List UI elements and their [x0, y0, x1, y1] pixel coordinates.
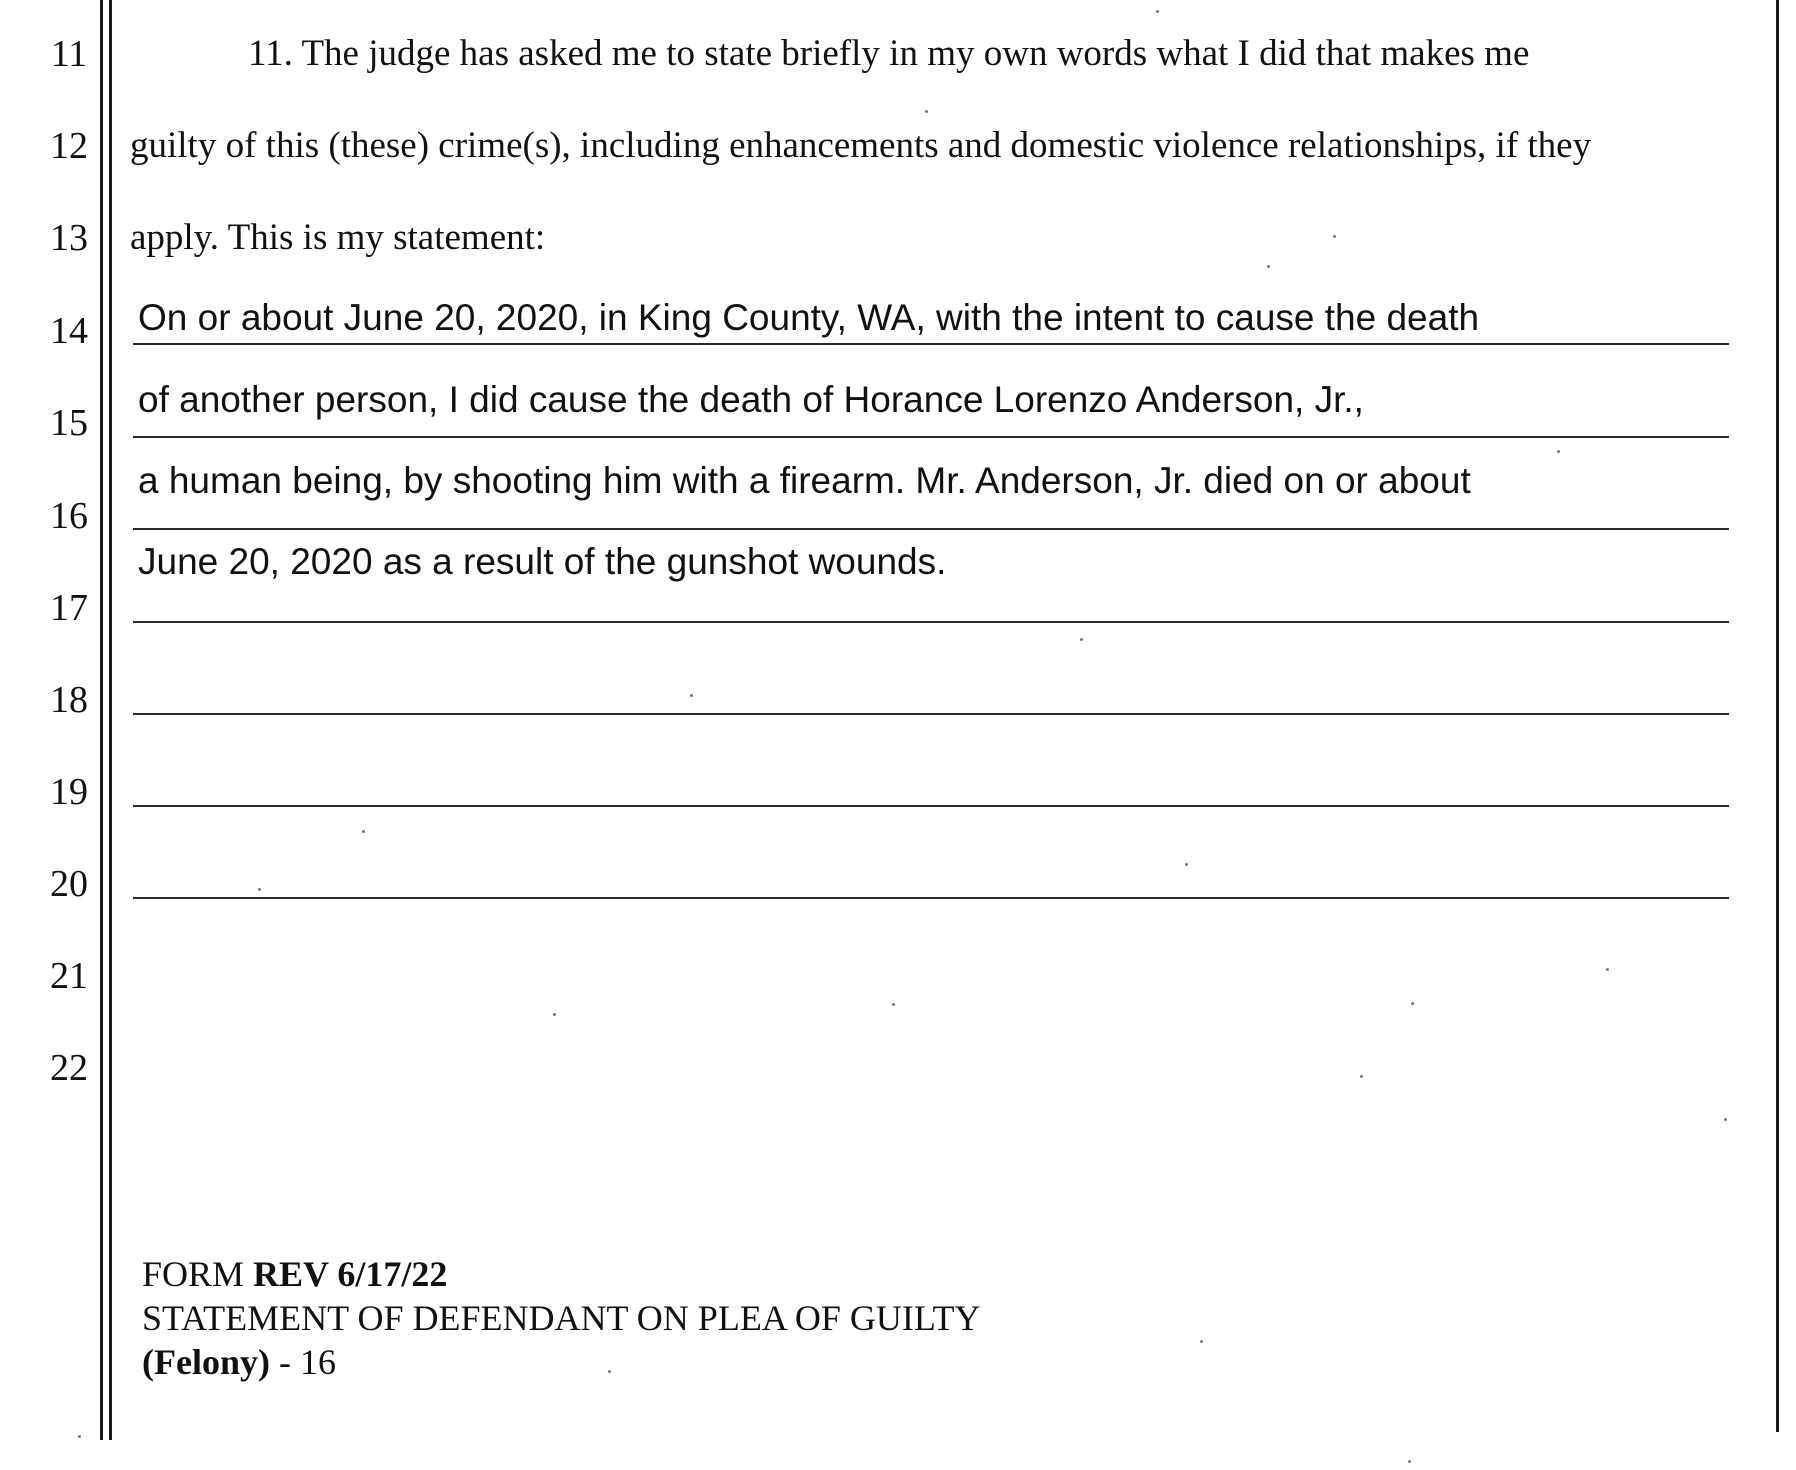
- form-title: STATEMENT OF DEFENDANT ON PLEA OF GUILTY: [142, 1298, 981, 1338]
- paragraph-line: apply. This is my statement:: [130, 217, 546, 258]
- form-revision: [142, 1253, 447, 1295]
- writing-line: [133, 805, 1729, 807]
- paragraph-line: 11. The judge has asked me to state briefly in my own words what I did that makes me: [248, 33, 1530, 74]
- form-page: [142, 1341, 336, 1383]
- scan-speck: [1267, 265, 1270, 268]
- scan-speck: [925, 110, 928, 113]
- page-number: - 16: [269, 1342, 336, 1382]
- line-number: 12: [50, 125, 88, 167]
- scan-speck: [608, 1370, 611, 1373]
- form-label: FORM: [142, 1254, 254, 1294]
- scan-speck: [1724, 1118, 1727, 1121]
- scan-speck: [78, 1435, 81, 1438]
- line-number: 18: [50, 679, 88, 721]
- scan-speck: [1080, 638, 1083, 641]
- writing-line: [133, 621, 1729, 623]
- statement-line: On or about June 20, 2020, in King County, WA, with the intent to cause the death: [138, 297, 1480, 338]
- form-revision-number: REV 6/17/22: [253, 1254, 448, 1294]
- scan-speck: [1606, 968, 1609, 971]
- scan-speck: [1185, 863, 1188, 866]
- writing-line: [133, 436, 1729, 438]
- line-number: 11: [50, 33, 88, 75]
- line-number: 14: [50, 310, 88, 352]
- scan-speck: [690, 694, 693, 697]
- statement-line: a human being, by shooting him with a firearm. Mr. Anderson, Jr. died on or about: [138, 460, 1471, 501]
- scan-speck: [1156, 10, 1159, 13]
- left-margin-rule-inner: [109, 0, 112, 1440]
- line-number: 21: [50, 955, 88, 997]
- writing-line: [133, 343, 1729, 345]
- statement-line: of another person, I did cause the death of Horance Lorenzo Anderson, Jr.,: [138, 379, 1364, 420]
- right-margin-rule: [1776, 0, 1779, 1432]
- scan-speck: [1360, 1075, 1363, 1078]
- scan-speck: [892, 1003, 895, 1006]
- felony-label: (Felony): [142, 1342, 270, 1382]
- line-number: 15: [50, 402, 88, 444]
- scan-speck: [1333, 235, 1336, 238]
- scan-speck: [362, 830, 365, 833]
- statement-line: June 20, 2020 as a result of the gunshot wounds.: [138, 541, 947, 582]
- left-margin-rule: [100, 0, 103, 1440]
- scan-speck: [1408, 1460, 1411, 1463]
- paragraph-line: guilty of this (these) crime(s), including enhancements and domestic violence relationships, if they: [130, 125, 1592, 166]
- writing-line: [133, 528, 1729, 530]
- line-number: 22: [50, 1047, 88, 1089]
- line-number: 20: [50, 863, 88, 905]
- line-number: 16: [50, 495, 88, 537]
- line-number: 13: [50, 217, 88, 259]
- scan-speck: [553, 1013, 556, 1016]
- line-number: 19: [50, 771, 88, 813]
- line-number: 17: [50, 587, 88, 629]
- scan-speck: [1557, 450, 1560, 453]
- writing-line: [133, 897, 1729, 899]
- scan-speck: [1200, 1340, 1203, 1343]
- scan-speck: [1411, 1002, 1414, 1005]
- writing-line: [133, 713, 1729, 715]
- scan-speck: [258, 888, 261, 891]
